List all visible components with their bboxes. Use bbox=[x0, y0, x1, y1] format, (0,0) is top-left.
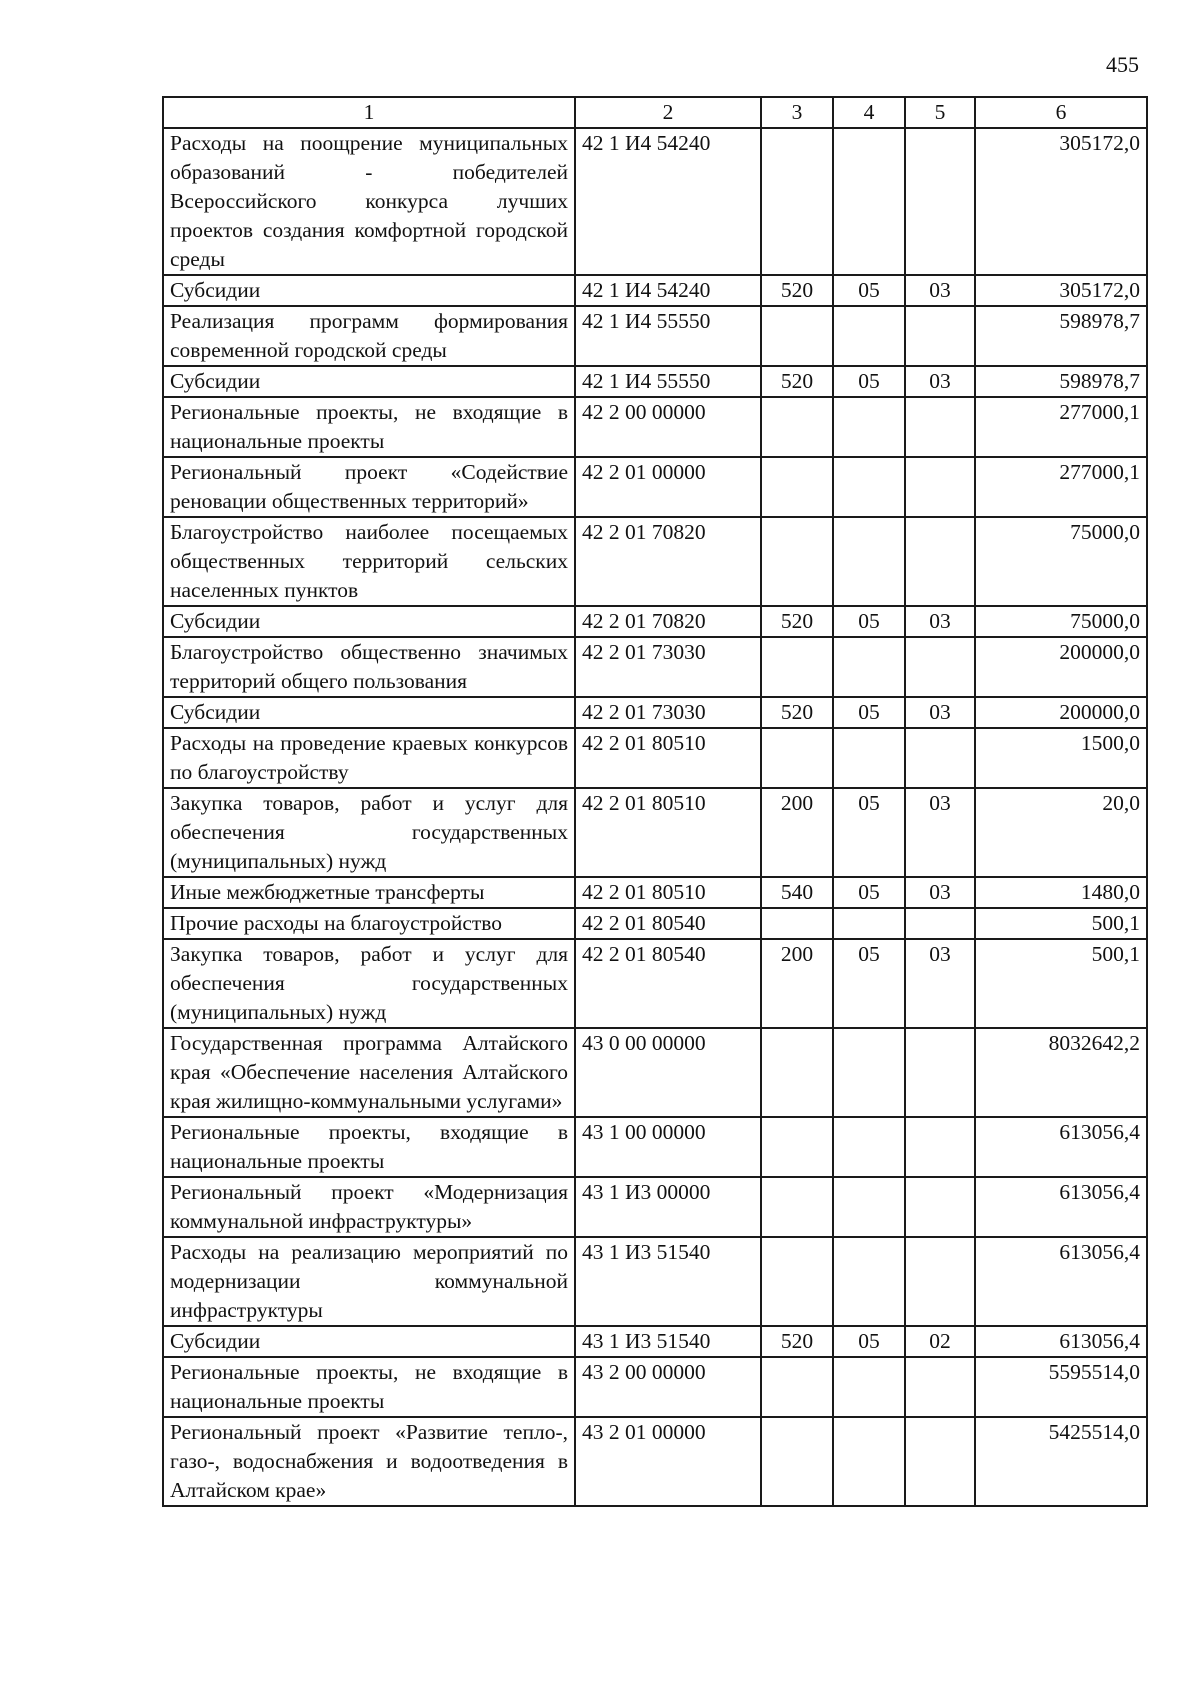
row-name: Региональные проекты, входящие в национальные проекты bbox=[163, 1117, 575, 1177]
row-sum: 613056,4 bbox=[975, 1237, 1147, 1326]
table-row bbox=[163, 397, 1147, 457]
row-code: 43 1 И3 51540 bbox=[575, 1326, 761, 1357]
row-col3: 520 bbox=[761, 697, 833, 728]
row-col5: 03 bbox=[905, 606, 975, 637]
row-code: 43 1 И3 51540 bbox=[575, 1237, 761, 1326]
row-sum: 5425514,0 bbox=[975, 1417, 1147, 1506]
row-col4 bbox=[833, 306, 905, 366]
row-col3: 520 bbox=[761, 606, 833, 637]
row-col4: 05 bbox=[833, 606, 905, 637]
row-col4 bbox=[833, 457, 905, 517]
row-col3: 520 bbox=[761, 275, 833, 306]
row-name: Закупка товаров, работ и услуг для обеспечения государственных (муниципальных) нужд bbox=[163, 788, 575, 877]
column-header-2: 2 bbox=[575, 97, 761, 128]
row-name: Государственная программа Алтайского края «Обеспечение населения Алтайского края жилищно-коммунальными услугами» bbox=[163, 1028, 575, 1117]
row-name: Расходы на поощрение муниципальных образований - победителей Всероссийского конкурса лучших проектов создания комфортной городской среды bbox=[163, 128, 575, 275]
row-name: Иные межбюджетные трансферты bbox=[163, 877, 575, 908]
row-name: Субсидии bbox=[163, 1326, 575, 1357]
table-row bbox=[163, 275, 1147, 306]
row-code: 42 1 И4 54240 bbox=[575, 275, 761, 306]
table-row bbox=[163, 128, 1147, 275]
row-sum: 75000,0 bbox=[975, 517, 1147, 606]
row-sum: 500,1 bbox=[975, 939, 1147, 1028]
row-col5 bbox=[905, 637, 975, 697]
row-col5 bbox=[905, 397, 975, 457]
row-sum: 613056,4 bbox=[975, 1117, 1147, 1177]
table-row bbox=[163, 1326, 1147, 1357]
row-code: 42 1 И4 55550 bbox=[575, 366, 761, 397]
table-row bbox=[163, 517, 1147, 606]
table-row bbox=[163, 1028, 1147, 1117]
row-sum: 305172,0 bbox=[975, 275, 1147, 306]
row-col4: 05 bbox=[833, 366, 905, 397]
page-number: 455 bbox=[1106, 52, 1139, 77]
row-code: 42 2 01 80510 bbox=[575, 877, 761, 908]
row-code: 42 2 01 73030 bbox=[575, 637, 761, 697]
row-col4 bbox=[833, 637, 905, 697]
row-col4 bbox=[833, 517, 905, 606]
row-col4 bbox=[833, 1177, 905, 1237]
row-code: 42 2 00 00000 bbox=[575, 397, 761, 457]
row-col3: 200 bbox=[761, 939, 833, 1028]
row-name: Реализация программ формирования современной городской среды bbox=[163, 306, 575, 366]
row-sum: 200000,0 bbox=[975, 637, 1147, 697]
row-col4 bbox=[833, 1117, 905, 1177]
table-row bbox=[163, 366, 1147, 397]
table-row bbox=[163, 728, 1147, 788]
column-header-1: 1 bbox=[163, 97, 575, 128]
table-row bbox=[163, 908, 1147, 939]
row-col5: 03 bbox=[905, 697, 975, 728]
row-sum: 1480,0 bbox=[975, 877, 1147, 908]
row-col5 bbox=[905, 128, 975, 275]
row-code: 42 1 И4 54240 bbox=[575, 128, 761, 275]
row-col3: 520 bbox=[761, 1326, 833, 1357]
row-code: 42 2 01 80510 bbox=[575, 788, 761, 877]
row-col4 bbox=[833, 128, 905, 275]
row-sum: 598978,7 bbox=[975, 306, 1147, 366]
row-name: Благоустройство общественно значимых территорий общего пользования bbox=[163, 637, 575, 697]
row-name: Субсидии bbox=[163, 606, 575, 637]
row-col4: 05 bbox=[833, 697, 905, 728]
row-col3: 200 bbox=[761, 788, 833, 877]
row-col4: 05 bbox=[833, 939, 905, 1028]
budget-table bbox=[162, 96, 1148, 1507]
table-row bbox=[163, 1237, 1147, 1326]
row-col4 bbox=[833, 1357, 905, 1417]
row-sum: 598978,7 bbox=[975, 366, 1147, 397]
table-row bbox=[163, 1117, 1147, 1177]
row-sum: 277000,1 bbox=[975, 397, 1147, 457]
table-row bbox=[163, 788, 1147, 877]
row-name: Региональный проект «Модернизация коммунальной инфраструктуры» bbox=[163, 1177, 575, 1237]
row-sum: 613056,4 bbox=[975, 1177, 1147, 1237]
row-code: 42 2 01 80540 bbox=[575, 939, 761, 1028]
row-col5: 03 bbox=[905, 788, 975, 877]
row-code: 42 1 И4 55550 bbox=[575, 306, 761, 366]
table-row bbox=[163, 939, 1147, 1028]
table-body bbox=[163, 128, 1147, 1506]
row-col5 bbox=[905, 1117, 975, 1177]
row-col3 bbox=[761, 1028, 833, 1117]
table-row bbox=[163, 306, 1147, 366]
row-name: Субсидии bbox=[163, 366, 575, 397]
row-col3 bbox=[761, 457, 833, 517]
row-col5 bbox=[905, 306, 975, 366]
row-sum: 8032642,2 bbox=[975, 1028, 1147, 1117]
row-code: 43 2 00 00000 bbox=[575, 1357, 761, 1417]
row-name: Субсидии bbox=[163, 275, 575, 306]
row-name: Расходы на проведение краевых конкурсов по благоустройству bbox=[163, 728, 575, 788]
row-code: 42 2 01 70820 bbox=[575, 606, 761, 637]
row-sum: 20,0 bbox=[975, 788, 1147, 877]
table-header-row bbox=[163, 97, 1147, 128]
row-col3 bbox=[761, 1237, 833, 1326]
row-col4 bbox=[833, 1417, 905, 1506]
table-row bbox=[163, 877, 1147, 908]
row-col4 bbox=[833, 1028, 905, 1117]
row-col4: 05 bbox=[833, 1326, 905, 1357]
row-col3: 520 bbox=[761, 366, 833, 397]
row-name: Региональный проект «Содействие реновации общественных территорий» bbox=[163, 457, 575, 517]
column-header-4: 4 bbox=[833, 97, 905, 128]
row-col5 bbox=[905, 1237, 975, 1326]
row-code: 43 1 00 00000 bbox=[575, 1117, 761, 1177]
row-col4 bbox=[833, 1237, 905, 1326]
table-row bbox=[163, 1177, 1147, 1237]
row-col5: 03 bbox=[905, 877, 975, 908]
row-col5: 02 bbox=[905, 1326, 975, 1357]
row-name: Региональные проекты, не входящие в национальные проекты bbox=[163, 1357, 575, 1417]
row-col3 bbox=[761, 1117, 833, 1177]
row-col4: 05 bbox=[833, 275, 905, 306]
column-header-5: 5 bbox=[905, 97, 975, 128]
row-col3 bbox=[761, 1177, 833, 1237]
row-col5 bbox=[905, 1028, 975, 1117]
column-header-3: 3 bbox=[761, 97, 833, 128]
row-col3 bbox=[761, 908, 833, 939]
row-code: 42 2 01 80540 bbox=[575, 908, 761, 939]
row-col3 bbox=[761, 397, 833, 457]
row-col3 bbox=[761, 128, 833, 275]
row-col5 bbox=[905, 517, 975, 606]
row-sum: 277000,1 bbox=[975, 457, 1147, 517]
table-row bbox=[163, 1417, 1147, 1506]
row-name: Прочие расходы на благоустройство bbox=[163, 908, 575, 939]
row-col3 bbox=[761, 517, 833, 606]
row-name: Региональные проекты, не входящие в национальные проекты bbox=[163, 397, 575, 457]
row-sum: 1500,0 bbox=[975, 728, 1147, 788]
row-col3 bbox=[761, 1357, 833, 1417]
row-code: 43 2 01 00000 bbox=[575, 1417, 761, 1506]
table-row bbox=[163, 637, 1147, 697]
row-col4 bbox=[833, 728, 905, 788]
row-col3: 540 bbox=[761, 877, 833, 908]
row-col5: 03 bbox=[905, 939, 975, 1028]
row-code: 43 1 И3 00000 bbox=[575, 1177, 761, 1237]
row-name: Расходы на реализацию мероприятий по модернизации коммунальной инфраструктуры bbox=[163, 1237, 575, 1326]
row-sum: 613056,4 bbox=[975, 1326, 1147, 1357]
table-row bbox=[163, 697, 1147, 728]
table-row bbox=[163, 1357, 1147, 1417]
row-name: Благоустройство наиболее посещаемых общественных территорий сельских населенных пунктов bbox=[163, 517, 575, 606]
row-col4 bbox=[833, 908, 905, 939]
row-name: Закупка товаров, работ и услуг для обеспечения государственных (муниципальных) нужд bbox=[163, 939, 575, 1028]
row-col5 bbox=[905, 457, 975, 517]
row-sum: 305172,0 bbox=[975, 128, 1147, 275]
row-sum: 5595514,0 bbox=[975, 1357, 1147, 1417]
row-name: Региональный проект «Развитие тепло-, газо-, водоснабжения и водоотведения в Алтайском крае» bbox=[163, 1417, 575, 1506]
row-sum: 75000,0 bbox=[975, 606, 1147, 637]
row-col5 bbox=[905, 908, 975, 939]
row-col3 bbox=[761, 637, 833, 697]
row-code: 42 2 01 70820 bbox=[575, 517, 761, 606]
row-sum: 200000,0 bbox=[975, 697, 1147, 728]
row-col4: 05 bbox=[833, 877, 905, 908]
row-name: Субсидии bbox=[163, 697, 575, 728]
row-col3 bbox=[761, 728, 833, 788]
row-col5 bbox=[905, 1417, 975, 1506]
row-col5: 03 bbox=[905, 366, 975, 397]
row-code: 42 2 01 73030 bbox=[575, 697, 761, 728]
row-sum: 500,1 bbox=[975, 908, 1147, 939]
row-col4 bbox=[833, 397, 905, 457]
row-col5 bbox=[905, 728, 975, 788]
column-header-6: 6 bbox=[975, 97, 1147, 128]
table-row bbox=[163, 606, 1147, 637]
row-col3 bbox=[761, 306, 833, 366]
row-col5 bbox=[905, 1177, 975, 1237]
row-col5: 03 bbox=[905, 275, 975, 306]
table-row bbox=[163, 457, 1147, 517]
row-code: 42 2 01 80510 bbox=[575, 728, 761, 788]
row-col3 bbox=[761, 1417, 833, 1506]
row-code: 43 0 00 00000 bbox=[575, 1028, 761, 1117]
row-col4: 05 bbox=[833, 788, 905, 877]
row-col5 bbox=[905, 1357, 975, 1417]
row-code: 42 2 01 00000 bbox=[575, 457, 761, 517]
